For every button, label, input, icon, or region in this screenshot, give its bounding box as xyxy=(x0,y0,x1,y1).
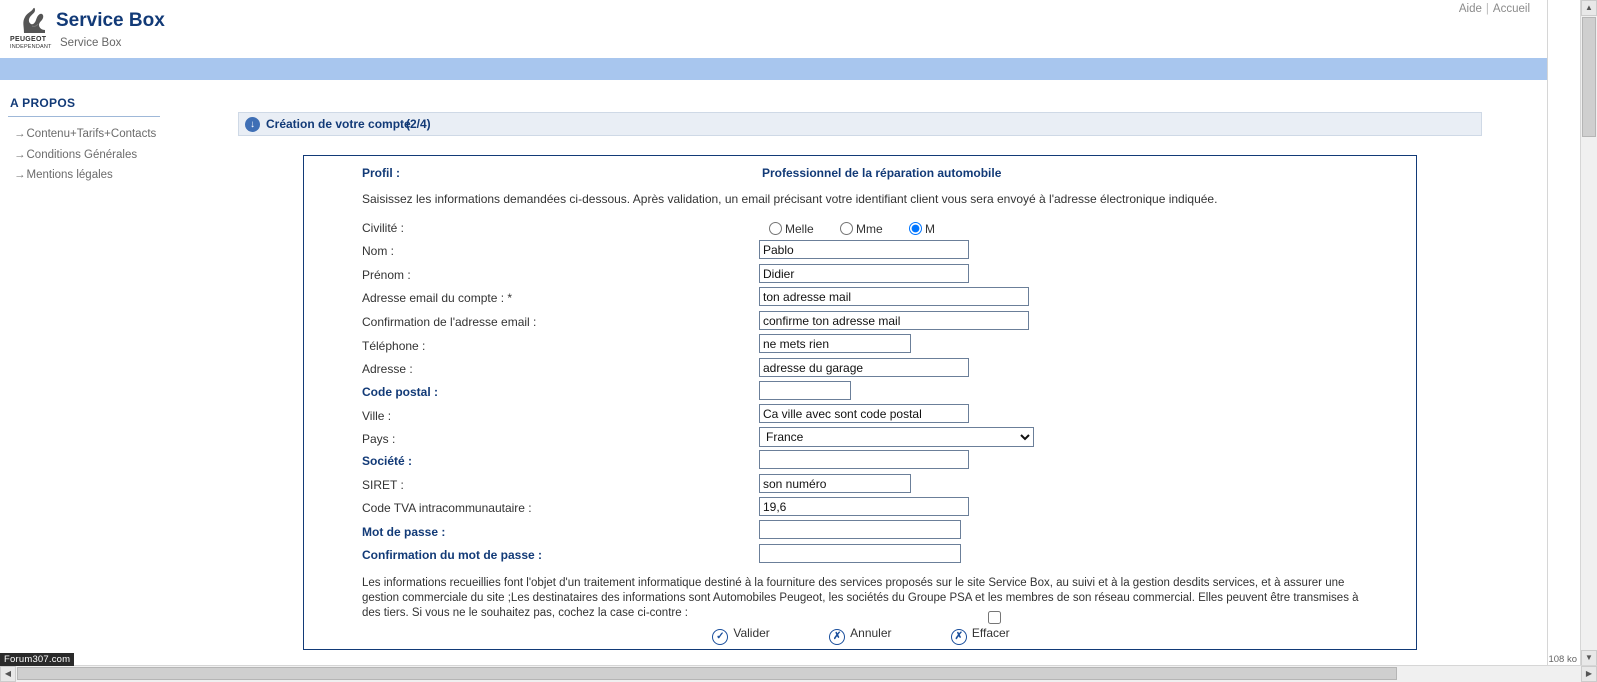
app-subtitle: Service Box xyxy=(60,37,122,49)
scroll-right-arrow-icon[interactable]: ▶ xyxy=(1581,666,1597,682)
effacer-button[interactable] xyxy=(951,626,1010,645)
effacer-label: Effacer xyxy=(971,626,1010,640)
arrow-right-icon: → xyxy=(14,169,26,181)
tva-input[interactable] xyxy=(759,497,969,516)
panel-title: Création de votre compte xyxy=(266,117,411,131)
password-confirm-label: Confirmation du mot de passe : xyxy=(362,548,543,562)
check-icon: ✓ xyxy=(712,629,728,645)
top-right-links xyxy=(1459,3,1530,15)
email-confirm-label: Confirmation de l'adresse email : xyxy=(362,315,537,329)
scroll-up-arrow-icon[interactable]: ▲ xyxy=(1581,0,1597,16)
blue-band xyxy=(0,57,1548,80)
horizontal-scroll-thumb[interactable] xyxy=(17,667,1397,680)
sidebar-divider xyxy=(8,116,160,117)
civility-label-m: M xyxy=(925,222,936,236)
form-actions xyxy=(304,626,1418,645)
civility-radio-group[interactable] xyxy=(764,219,953,236)
telephone-label: Téléphone : xyxy=(362,339,426,353)
pays-label: Pays : xyxy=(362,432,396,446)
x-icon: ✗ xyxy=(951,629,967,645)
circle-icon: ✗ xyxy=(829,629,845,645)
civility-radio-m[interactable] xyxy=(909,222,922,235)
civility-option-m[interactable] xyxy=(904,222,935,236)
sidebar-item-label: Mentions légales xyxy=(26,169,113,181)
peugeot-shield-icon xyxy=(10,6,58,50)
societe-input[interactable] xyxy=(759,450,969,469)
sidebar-item-conditions-generales[interactable] xyxy=(14,149,137,161)
scroll-left-arrow-icon[interactable]: ◀ xyxy=(0,666,16,682)
tva-label: Code TVA intracommunautaire : xyxy=(362,501,532,515)
ville-label: Ville : xyxy=(362,409,392,423)
valider-label: Valider xyxy=(733,626,770,640)
prenom-label: Prénom : xyxy=(362,268,411,282)
peugeot-independant-label: INDEPENDANT xyxy=(10,44,52,50)
telephone-input[interactable] xyxy=(759,334,911,353)
arrow-right-icon: → xyxy=(14,149,26,161)
pays-select[interactable] xyxy=(759,427,1034,447)
form-intro-text: Saisissez les informations demandées ci-dessous. Après validation, un email précisant votre identifiant client vous sera envoyé à l'adresse électronique indiquée. xyxy=(362,192,1218,206)
peugeot-wordmark: PEUGEOT xyxy=(10,36,47,43)
panel-header xyxy=(238,112,1482,136)
main-content xyxy=(238,112,1482,642)
civility-option-mme[interactable] xyxy=(835,222,883,236)
sidebar-item-label: Contenu+Tarifs+Contacts xyxy=(26,128,157,140)
status-watermark: Forum307.com xyxy=(0,653,74,666)
scroll-down-arrow-icon[interactable]: ▼ xyxy=(1581,650,1597,666)
arrow-right-icon: → xyxy=(14,128,26,140)
sidebar-item-contenu-tarifs-contacts[interactable] xyxy=(14,128,156,140)
link-separator: | xyxy=(1485,3,1489,15)
app-title: Service Box xyxy=(56,10,165,31)
nom-label: Nom : xyxy=(362,244,395,258)
status-size: 108 ko xyxy=(1548,654,1577,665)
ville-input[interactable] xyxy=(759,404,969,423)
civility-label: Civilité : xyxy=(362,221,405,235)
adresse-input[interactable] xyxy=(759,358,969,377)
annuler-label: Annuler xyxy=(850,626,892,640)
profile-value: Professionnel de la réparation automobile xyxy=(762,166,1002,180)
adresse-label: Adresse : xyxy=(362,362,413,376)
sidebar-title: A PROPOS xyxy=(10,96,76,110)
page-header xyxy=(0,0,1548,60)
societe-label: Société : xyxy=(362,454,413,468)
vertical-scrollbar[interactable] xyxy=(1580,0,1597,666)
password-label: Mot de passe : xyxy=(362,525,446,539)
prenom-input[interactable] xyxy=(759,264,969,283)
civility-radio-melle[interactable] xyxy=(769,222,782,235)
civility-label-mme: Mme xyxy=(856,222,883,236)
password-input[interactable] xyxy=(759,520,961,539)
code-postal-input[interactable] xyxy=(759,381,851,400)
civility-radio-mme[interactable] xyxy=(840,222,853,235)
download-arrow-icon[interactable]: ↓ xyxy=(245,117,260,132)
annuler-button[interactable] xyxy=(829,626,891,645)
legal-optout-checkbox[interactable] xyxy=(988,611,1001,624)
legal-notice: Les informations recueillies font l'objet d'un traitement informatique destiné à la fourniture des services proposés sur le site Service Box, au suivi et à la gestion desdits services, et à assurer une gestion commerciale du site ;Les destinataires des informations sont Automobiles Peugeot, les sociétés du Groupe PSA et les membres de son réseau commercial. Elles peuvent être transmises à des tiers. Si vous ne le souhaitez pas, cochez la case ci-contre : xyxy=(362,577,1359,619)
sidebar-item-mentions-legales[interactable] xyxy=(14,169,113,181)
email-label: Adresse email du compte : * xyxy=(362,291,513,305)
civility-label-melle: Melle xyxy=(785,222,814,236)
profile-label: Profil : xyxy=(362,166,400,180)
nom-input[interactable] xyxy=(759,240,969,259)
valider-button[interactable] xyxy=(712,626,769,645)
civility-option-melle[interactable] xyxy=(764,222,814,236)
home-link[interactable]: Accueil xyxy=(1492,3,1530,15)
siret-label: SIRET : xyxy=(362,478,404,492)
email-input[interactable] xyxy=(759,287,1029,306)
code-postal-label: Code postal : xyxy=(362,385,439,399)
password-confirm-input[interactable] xyxy=(759,544,961,563)
email-confirm-input[interactable] xyxy=(759,311,1029,330)
registration-form xyxy=(303,155,1417,650)
sidebar-item-label: Conditions Générales xyxy=(26,149,138,161)
horizontal-scrollbar[interactable] xyxy=(0,665,1597,682)
vertical-scroll-thumb[interactable] xyxy=(1582,17,1596,137)
content-right-divider xyxy=(1547,0,1548,666)
help-link[interactable]: Aide xyxy=(1458,3,1482,15)
panel-step: (2/4) xyxy=(406,117,431,131)
siret-input[interactable] xyxy=(759,474,911,493)
